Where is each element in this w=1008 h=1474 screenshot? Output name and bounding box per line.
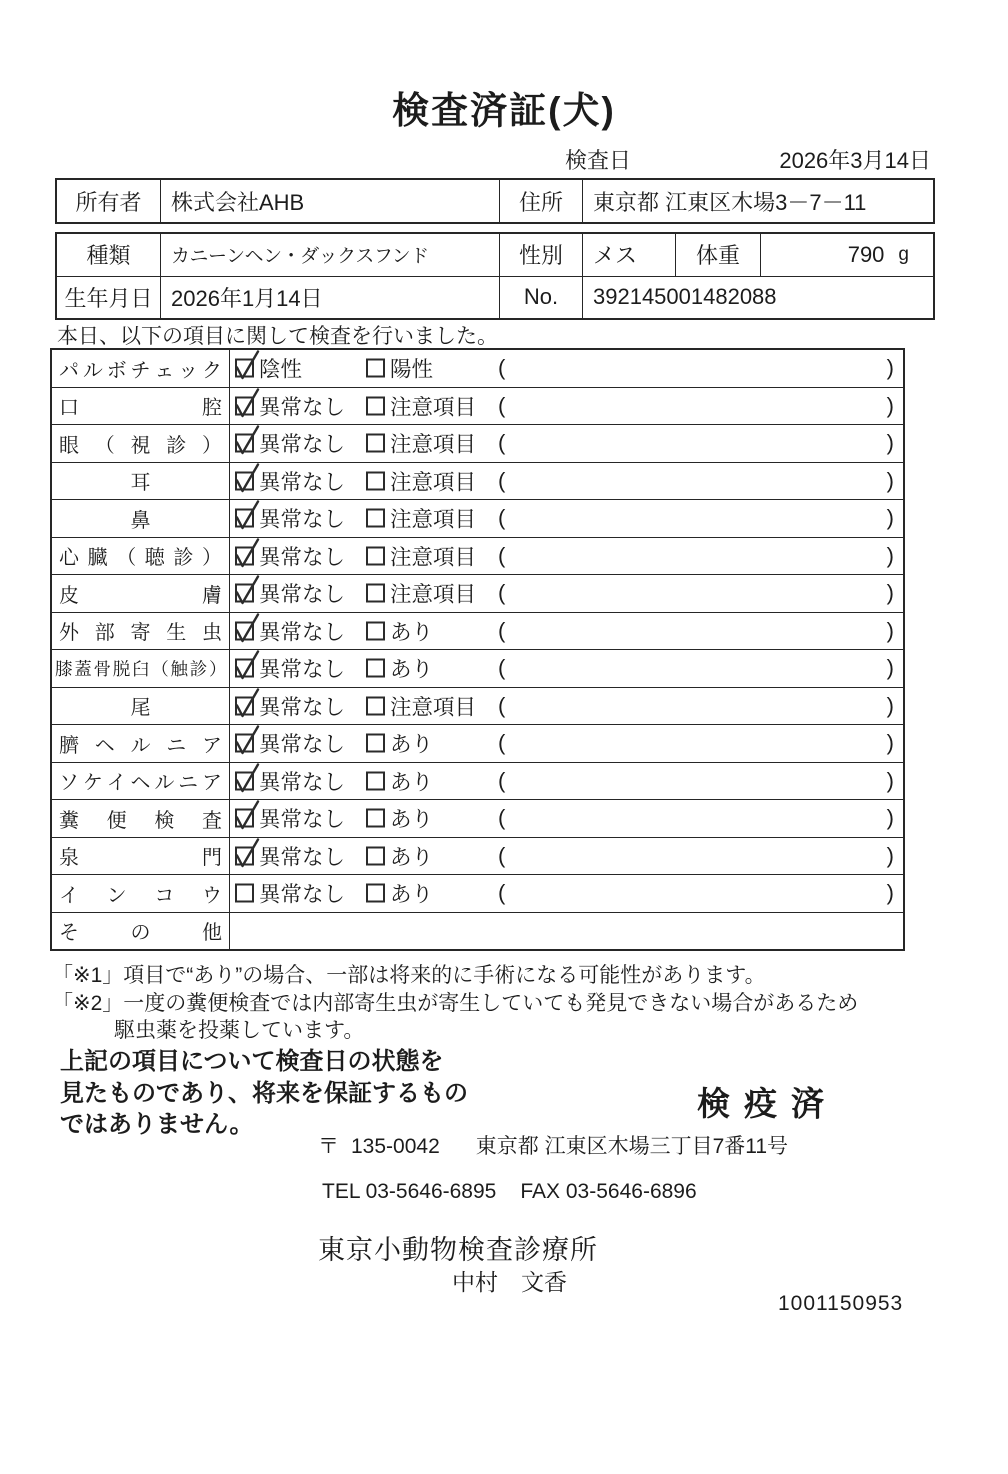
exam-item-result bbox=[230, 688, 903, 725]
disclaimer-line: ではありません。 bbox=[60, 1111, 254, 1138]
remarks-paren-open: ( bbox=[498, 392, 506, 418]
exam-item-result bbox=[230, 388, 903, 425]
address-label: 住所 bbox=[499, 180, 582, 222]
exam-option bbox=[366, 840, 433, 871]
exam-option bbox=[235, 765, 345, 796]
remarks-paren-open: ( bbox=[498, 730, 506, 756]
exam-option bbox=[235, 465, 345, 496]
document-title: 検査済証(犬) bbox=[392, 90, 616, 131]
owner-value: 株式会社AHB bbox=[160, 180, 499, 222]
exam-option bbox=[366, 878, 433, 909]
disclaimer-line: 見たものであり、将来を保証するもの bbox=[60, 1079, 468, 1107]
checkbox-checked bbox=[235, 584, 254, 603]
checklist-row bbox=[52, 875, 903, 913]
checkbox-checked bbox=[235, 734, 254, 753]
sex-label: 性別 bbox=[499, 234, 582, 276]
exam-option bbox=[366, 465, 476, 496]
remarks-paren-open: ( bbox=[498, 767, 506, 793]
exam-option bbox=[235, 578, 345, 609]
footnote-line: 「※1」項目で“あり”の場合、一部は将来的に手術になる可能性があります。 bbox=[52, 964, 766, 987]
checkbox-checked bbox=[235, 434, 254, 453]
clinic-phone-line bbox=[322, 1180, 697, 1204]
exam-item-label: 眼 （ 視 診 ） bbox=[52, 425, 230, 462]
checklist-row bbox=[52, 725, 903, 763]
option-label: あり bbox=[390, 620, 434, 645]
option-label: 異常なし bbox=[259, 620, 346, 645]
option-label: あり bbox=[390, 882, 434, 907]
checkbox-unchecked bbox=[366, 771, 385, 790]
veterinarian-name: 中村 文香 bbox=[452, 1269, 567, 1295]
checkbox-checked bbox=[235, 809, 254, 828]
option-label: 注意項目 bbox=[390, 432, 477, 457]
remarks-paren-open: ( bbox=[498, 617, 506, 643]
remarks-paren-open: ( bbox=[498, 542, 506, 568]
birthdate-value: 2026年1月14日 bbox=[160, 277, 499, 319]
checklist-row bbox=[52, 425, 903, 463]
exam-option bbox=[366, 653, 433, 684]
owner-label: 所有者 bbox=[75, 189, 142, 215]
exam-option bbox=[235, 390, 345, 421]
footnote-line: 「※2」一度の糞便検査では内部寄生虫が寄生していても発見できない場合があるため bbox=[52, 991, 859, 1015]
exam-item-label: 外 部 寄 生 虫 bbox=[52, 613, 230, 650]
clinic-address: 東京都 江東区木場三丁目7番11号 bbox=[475, 1135, 789, 1158]
checkbox-unchecked bbox=[366, 396, 385, 415]
exam-option bbox=[366, 803, 433, 834]
remarks-paren-open: ( bbox=[498, 880, 506, 906]
exam-item-label: 臍 ヘ ル ニ ア bbox=[52, 725, 230, 762]
checkmark-icon bbox=[234, 424, 261, 457]
remarks-paren-open: ( bbox=[498, 467, 506, 493]
checkbox-checked bbox=[235, 546, 254, 565]
remarks-paren-open: ( bbox=[498, 655, 506, 681]
checklist-row bbox=[52, 500, 903, 538]
option-label: 注意項目 bbox=[390, 507, 477, 532]
option-label: 異常なし bbox=[259, 807, 346, 832]
option-label: 注意項目 bbox=[390, 695, 477, 720]
checkmark-icon bbox=[234, 686, 261, 719]
exam-option bbox=[235, 428, 345, 459]
checkbox-checked bbox=[235, 621, 254, 640]
checkbox-unchecked bbox=[366, 884, 385, 903]
remarks-paren-close: ) bbox=[886, 692, 894, 718]
checkbox-unchecked bbox=[366, 509, 385, 528]
exam-item-result bbox=[230, 725, 903, 762]
option-label: 注意項目 bbox=[390, 470, 477, 495]
weight-number: 790 bbox=[847, 241, 885, 267]
checkmark-icon bbox=[234, 386, 261, 419]
option-label: 異常なし bbox=[259, 470, 346, 495]
pet-table bbox=[55, 232, 935, 320]
disclaimer-paragraph bbox=[60, 1046, 468, 1141]
remarks-paren-close: ) bbox=[886, 580, 894, 606]
checklist-row bbox=[52, 650, 903, 688]
option-label: 異常なし bbox=[259, 432, 346, 457]
checklist-row bbox=[52, 538, 903, 576]
option-label: 異常なし bbox=[259, 732, 346, 757]
remarks-paren-open: ( bbox=[498, 580, 506, 606]
checkbox-checked bbox=[235, 359, 254, 378]
sex-value: メス bbox=[582, 234, 675, 276]
exam-item-label: 皮 膚 bbox=[52, 575, 230, 612]
option-label: 異常なし bbox=[259, 395, 346, 420]
option-label: 異常なし bbox=[259, 507, 346, 532]
address-value: 東京都 江東区木場3－7－11 bbox=[582, 180, 933, 222]
checklist-row bbox=[52, 763, 903, 801]
exam-item-result bbox=[230, 575, 903, 612]
exam-item-label: 鼻 bbox=[52, 500, 230, 537]
exam-option bbox=[235, 690, 345, 721]
checkbox-unchecked bbox=[366, 659, 385, 678]
checkbox-checked bbox=[235, 396, 254, 415]
checklist-row bbox=[52, 463, 903, 501]
exam-option bbox=[235, 353, 302, 384]
exam-item-label: 泉 門 bbox=[52, 838, 230, 875]
exam-item-label: 口 腔 bbox=[52, 388, 230, 425]
footnote-line: 駆虫薬を投薬しています。 bbox=[114, 1019, 365, 1042]
exam-option bbox=[366, 390, 476, 421]
exam-option bbox=[235, 878, 345, 909]
checkmark-icon bbox=[234, 461, 261, 494]
remarks-paren-close: ) bbox=[886, 805, 894, 831]
remarks-paren-open: ( bbox=[498, 842, 506, 868]
checkbox-checked bbox=[235, 471, 254, 490]
footnotes bbox=[52, 962, 858, 1045]
exam-date-label: 検査日 bbox=[565, 148, 632, 173]
exam-option bbox=[235, 803, 345, 834]
remarks-paren-close: ) bbox=[886, 355, 894, 381]
checkbox-unchecked bbox=[366, 471, 385, 490]
exam-option bbox=[235, 653, 345, 684]
remarks-paren-open: ( bbox=[498, 355, 506, 381]
exam-item-result bbox=[230, 650, 903, 687]
exam-option bbox=[366, 728, 433, 759]
checklist-row bbox=[52, 688, 903, 726]
quarantine-stamp: 検疫済 bbox=[697, 1087, 838, 1123]
option-label: あり bbox=[390, 845, 434, 870]
option-label: 異常なし bbox=[259, 657, 346, 682]
postal-code: 135-0042 bbox=[351, 1135, 440, 1158]
checkbox-unchecked bbox=[366, 846, 385, 865]
exam-item-result bbox=[230, 425, 903, 462]
disclaimer-line: 上記の項目について検査日の状態を bbox=[60, 1048, 444, 1075]
exam-item-result bbox=[230, 500, 903, 537]
exam-item-result bbox=[230, 763, 903, 800]
checkmark-icon bbox=[234, 349, 261, 382]
checkbox-unchecked bbox=[366, 434, 385, 453]
exam-item-label: イ ン コ ウ bbox=[52, 875, 230, 912]
option-label: 陽性 bbox=[390, 357, 434, 382]
exam-option bbox=[235, 728, 345, 759]
remarks-paren-close: ) bbox=[886, 392, 894, 418]
breed-value: カニーンヘン・ダックスフンド bbox=[160, 234, 499, 276]
option-label: あり bbox=[390, 657, 434, 682]
exam-date-value: 2026年3月14日 bbox=[779, 148, 931, 173]
checkbox-unchecked bbox=[235, 884, 254, 903]
checkmark-icon bbox=[234, 536, 261, 569]
checkmark-icon bbox=[234, 836, 261, 869]
exam-item-label: 尾 bbox=[52, 688, 230, 725]
option-label: あり bbox=[390, 807, 434, 832]
remarks-paren-close: ) bbox=[886, 430, 894, 456]
pet-table-row-1 bbox=[57, 234, 933, 277]
checklist-row bbox=[52, 838, 903, 876]
exam-item-result bbox=[230, 875, 903, 912]
remarks-paren-open: ( bbox=[498, 430, 506, 456]
checkmark-icon bbox=[234, 761, 261, 794]
remarks-paren-close: ) bbox=[886, 880, 894, 906]
exam-option bbox=[366, 765, 433, 796]
option-label: 異常なし bbox=[259, 845, 346, 870]
exam-item-label: そ の 他 bbox=[52, 913, 230, 950]
intro-sentence: 本日、以下の項目に関して検査を行いました。 bbox=[57, 325, 498, 348]
birthdate-label: 生年月日 bbox=[64, 285, 153, 311]
exam-item-result bbox=[230, 838, 903, 875]
remarks-paren-open: ( bbox=[498, 692, 506, 718]
checklist-row bbox=[52, 800, 903, 838]
remarks-paren-close: ) bbox=[886, 467, 894, 493]
remarks-paren-close: ) bbox=[886, 730, 894, 756]
checkbox-unchecked bbox=[366, 809, 385, 828]
exam-item-label: 耳 bbox=[52, 463, 230, 500]
id-number-label: No. bbox=[499, 277, 582, 319]
exam-item-label: 膝 蓋 骨 脱 臼 （ 触 診 ） bbox=[52, 650, 230, 687]
exam-option bbox=[366, 540, 476, 571]
exam-item-result bbox=[230, 913, 903, 950]
checkbox-checked bbox=[235, 846, 254, 865]
exam-item-label: ソ ケ イ ヘ ル ニ ア bbox=[52, 763, 230, 800]
checkbox-unchecked bbox=[366, 696, 385, 715]
pet-table-row-2 bbox=[57, 277, 933, 319]
checkbox-checked bbox=[235, 696, 254, 715]
checkmark-icon bbox=[234, 499, 261, 532]
checklist-row bbox=[52, 350, 903, 388]
option-label: あり bbox=[390, 732, 434, 757]
id-number-value: 392145001482088 bbox=[582, 277, 933, 319]
exam-option bbox=[235, 503, 345, 534]
option-label: 異常なし bbox=[259, 545, 346, 570]
checkbox-checked bbox=[235, 659, 254, 678]
checkbox-unchecked bbox=[366, 359, 385, 378]
owner-table bbox=[55, 178, 935, 224]
option-label: 注意項目 bbox=[390, 545, 477, 570]
checkmark-icon bbox=[234, 611, 261, 644]
remarks-paren-close: ) bbox=[886, 542, 894, 568]
document-serial-number: 1001150953 bbox=[778, 1292, 904, 1315]
checklist-table bbox=[50, 348, 905, 951]
checkbox-checked bbox=[235, 509, 254, 528]
option-label: あり bbox=[390, 770, 434, 795]
exam-item-result bbox=[230, 350, 903, 387]
checkbox-unchecked bbox=[366, 584, 385, 603]
exam-item-result bbox=[230, 613, 903, 650]
remarks-paren-close: ) bbox=[886, 617, 894, 643]
weight-value bbox=[760, 234, 933, 276]
remarks-paren-close: ) bbox=[886, 655, 894, 681]
breed-label: 種類 bbox=[86, 243, 131, 269]
checklist-row bbox=[52, 575, 903, 613]
fax-number: FAX 03-5646-6896 bbox=[520, 1180, 697, 1203]
checkmark-icon bbox=[234, 799, 261, 832]
exam-date-row bbox=[55, 144, 935, 174]
checklist-row bbox=[52, 613, 903, 651]
exam-option bbox=[366, 353, 433, 384]
remarks-paren-open: ( bbox=[498, 805, 506, 831]
exam-option bbox=[235, 840, 345, 871]
exam-option bbox=[366, 578, 476, 609]
checkbox-unchecked bbox=[366, 621, 385, 640]
weight-unit: g bbox=[898, 243, 909, 265]
exam-item-result bbox=[230, 800, 903, 837]
exam-option bbox=[366, 428, 476, 459]
checklist-row bbox=[52, 388, 903, 426]
exam-item-result bbox=[230, 538, 903, 575]
option-label: 注意項目 bbox=[390, 395, 477, 420]
checkmark-icon bbox=[234, 574, 261, 607]
option-label: 注意項目 bbox=[390, 582, 477, 607]
remarks-paren-close: ) bbox=[886, 842, 894, 868]
exam-option bbox=[235, 615, 345, 646]
checkmark-icon bbox=[234, 649, 261, 682]
checkmark-icon bbox=[234, 724, 261, 757]
exam-item-label: 心 臓 （ 聴 診 ） bbox=[52, 538, 230, 575]
exam-item-label: パ ル ボ チ ェ ッ ク bbox=[52, 350, 230, 387]
exam-item-label: 糞 便 検 査 bbox=[52, 800, 230, 837]
remarks-paren-close: ) bbox=[886, 767, 894, 793]
postal-mark-icon: 〒 bbox=[318, 1135, 339, 1158]
exam-option bbox=[366, 690, 476, 721]
option-label: 異常なし bbox=[259, 582, 346, 607]
remarks-paren-close: ) bbox=[886, 505, 894, 531]
checkbox-checked bbox=[235, 771, 254, 790]
checklist-row bbox=[52, 913, 903, 950]
tel-number: TEL 03-5646-6895 bbox=[322, 1180, 497, 1203]
exam-option bbox=[235, 540, 345, 571]
remarks-paren-open: ( bbox=[498, 505, 506, 531]
exam-item-result bbox=[230, 463, 903, 500]
option-label: 異常なし bbox=[259, 695, 346, 720]
weight-label: 体重 bbox=[675, 234, 760, 276]
checkbox-unchecked bbox=[366, 546, 385, 565]
option-label: 異常なし bbox=[259, 882, 346, 907]
option-label: 異常なし bbox=[259, 770, 346, 795]
exam-option bbox=[366, 615, 433, 646]
clinic-name: 東京小動物検査診療所 bbox=[318, 1235, 598, 1265]
clinic-postal-line bbox=[318, 1130, 788, 1160]
checkbox-unchecked bbox=[366, 734, 385, 753]
exam-option bbox=[366, 503, 476, 534]
option-label: 陰性 bbox=[259, 357, 303, 382]
